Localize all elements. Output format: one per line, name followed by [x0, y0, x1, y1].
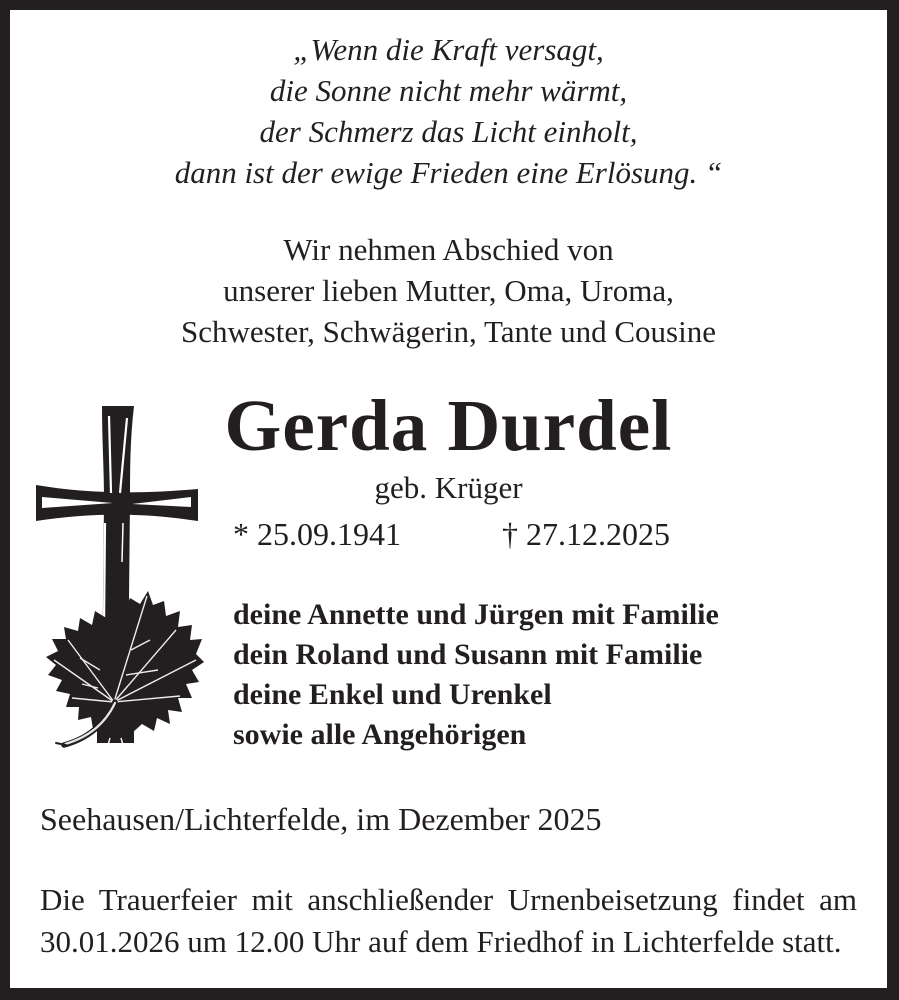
farewell-line: Schwester, Schwägerin, Tante und Cousine: [181, 314, 716, 349]
farewell-line: Wir nehmen Abschied von: [283, 232, 614, 267]
memorial-quote-line: dann ist der ewige Frieden eine Erlösung. “: [174, 155, 723, 190]
memorial-quote-line: der Schmerz das Licht einholt,: [259, 114, 638, 149]
farewell-text: [10, 229, 887, 352]
farewell-line: unserer lieben Mutter, Oma, Uroma,: [223, 273, 674, 308]
place-date-line: Seehausen/Lichterfelde, im Dezember 2025: [40, 801, 602, 837]
memorial-quote: [10, 29, 887, 193]
death-date: † 27.12.2025: [502, 516, 670, 552]
funeral-announcement: Die Trauerfeier mit anschließender Urnenbeisetzung findet am 30.01.2026 um 12.00 Uhr auf dem Friedhof in Lichterfelde statt.: [40, 882, 857, 959]
deceased-name: Gerda Durdel: [224, 385, 673, 466]
birth-date: * 25.09.1941: [233, 516, 401, 552]
memorial-quote-line: „Wenn die Kraft versagt,: [293, 32, 604, 67]
mourner-line: sowie alle Angehörigen: [233, 718, 527, 751]
mourner-line: deine Annette und Jürgen mit Familie: [233, 598, 719, 631]
mourner-line: deine Enkel und Urenkel: [233, 678, 552, 711]
life-dates: [10, 513, 887, 555]
mourners-list: [233, 595, 719, 755]
memorial-quote-line: die Sonne nicht mehr wärmt,: [269, 73, 628, 108]
mourner-line: dein Roland und Susann mit Familie: [233, 638, 703, 671]
maiden-name: geb. Krüger: [374, 470, 523, 505]
